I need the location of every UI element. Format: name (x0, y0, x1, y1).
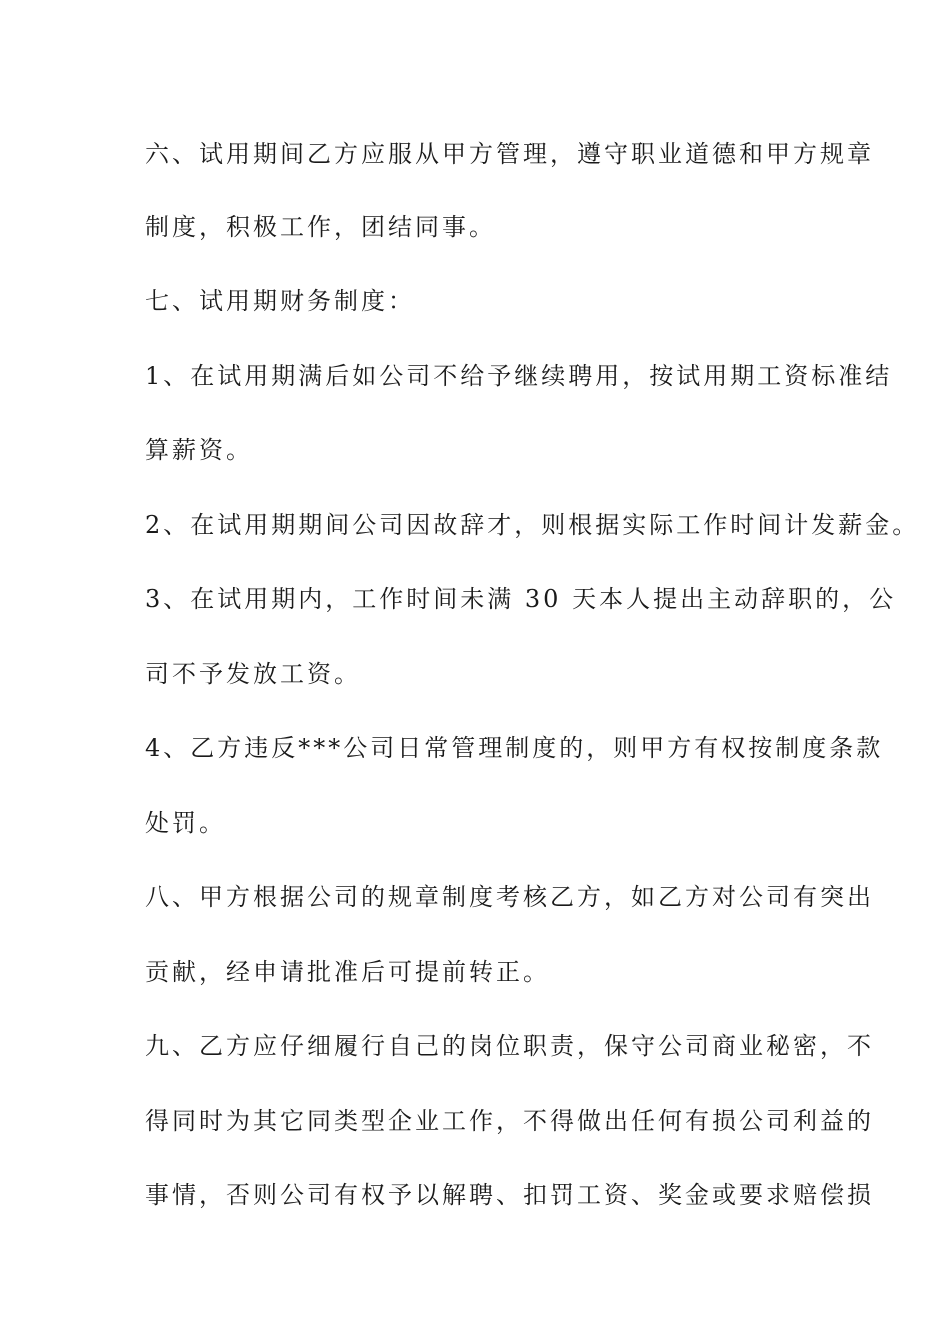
item-3-line-2: 司不予发放工资。 (145, 660, 361, 688)
item-1-line-1: 1、在试用期满后如公司不给予继续聘用，按试用期工资标准结 (145, 362, 893, 390)
item-1-line-2: 算薪资。 (145, 436, 253, 464)
item-2-line-1: 2、在试用期期间公司因故辞才，则根据实际工作时间计发薪金。 (145, 511, 920, 539)
clause-9-line-2: 得同时为其它同类型企业工作，不得做出任何有损公司利益的 (145, 1107, 874, 1135)
clause-8-line-1: 八、甲方根据公司的规章制度考核乙方，如乙方对公司有突出 (145, 883, 874, 911)
clause-6-line-2: 制度，积极工作，团结同事。 (145, 213, 496, 241)
item-4-line-2: 处罚。 (145, 809, 226, 837)
clause-9-line-3: 事情，否则公司有权予以解聘、扣罚工资、奖金或要求赔偿损 (145, 1181, 874, 1209)
item-4-line-1: 4、乙方违反***公司日常管理制度的，则甲方有权按制度条款 (145, 734, 884, 762)
clause-6-line-1: 六、试用期间乙方应服从甲方管理，遵守职业道德和甲方规章 (145, 140, 874, 168)
item-3-line-1: 3、在试用期内，工作时间未满 30 天本人提出主动辞职的，公 (145, 585, 897, 613)
clause-7-heading: 七、试用期财务制度： (145, 287, 415, 315)
clause-8-line-2: 贡献，经申请批准后可提前转正。 (145, 958, 550, 986)
clause-9-line-1: 九、乙方应仔细履行自己的岗位职责，保守公司商业秘密，不 (145, 1032, 874, 1060)
